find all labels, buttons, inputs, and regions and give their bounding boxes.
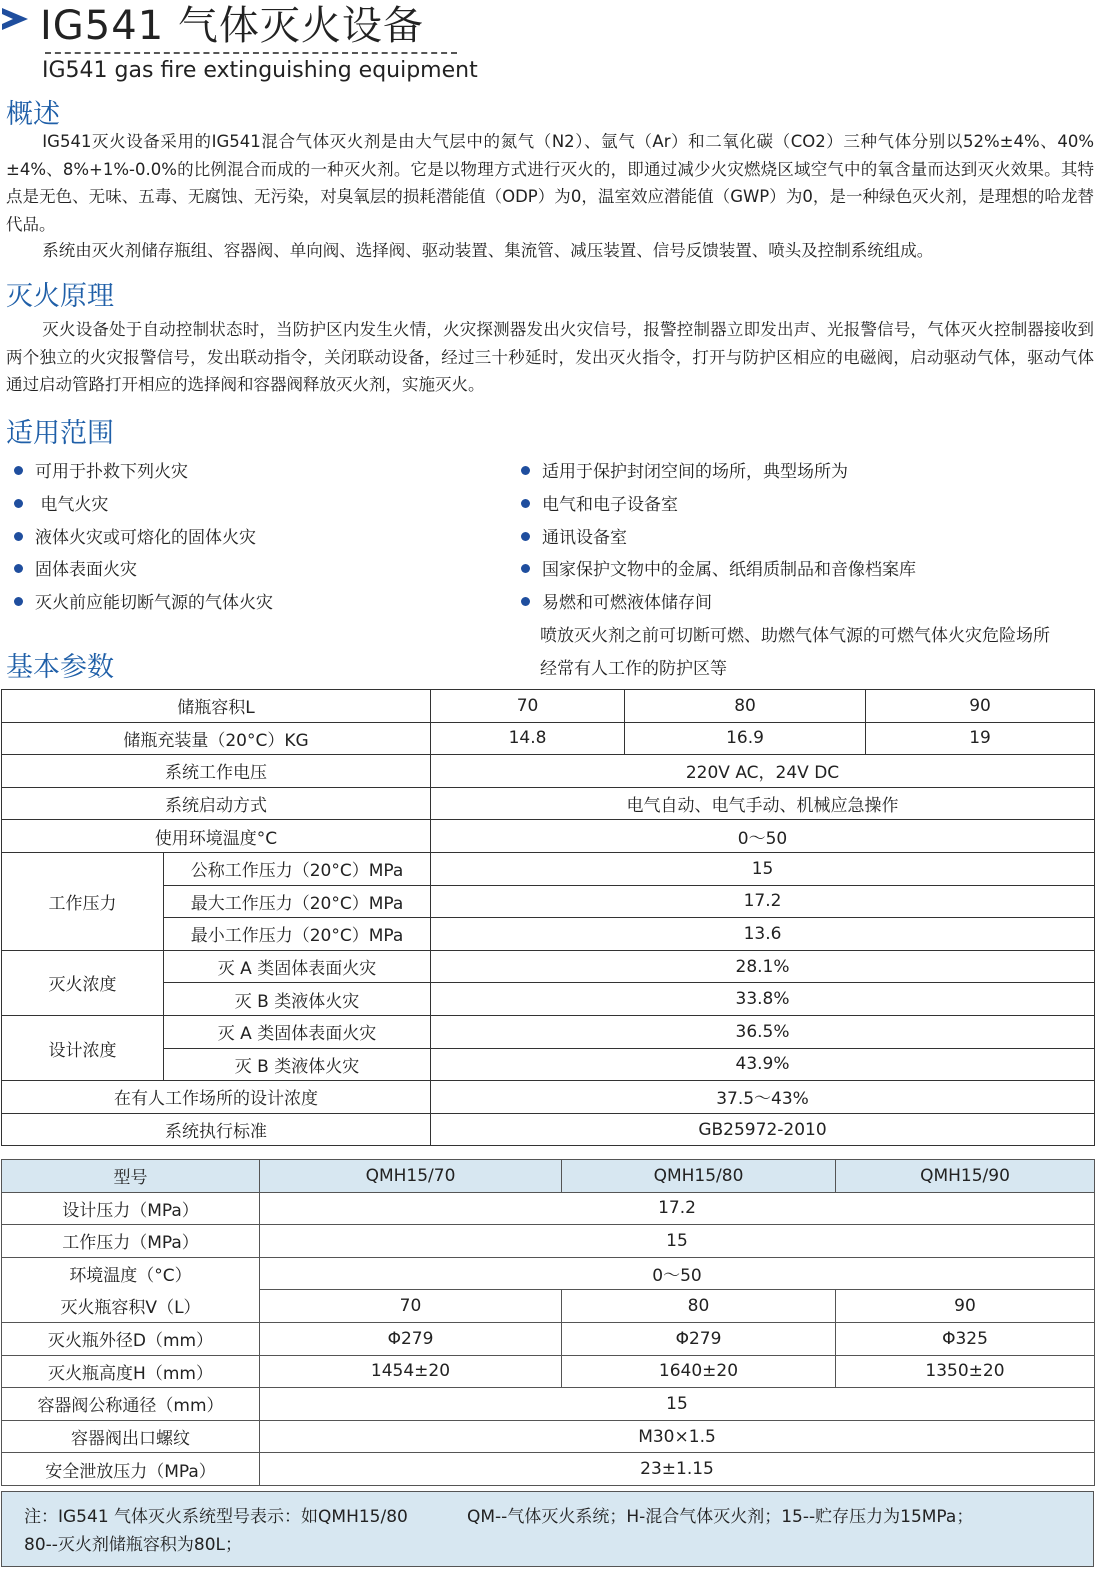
table-row — [2, 820, 1095, 853]
table-cell: 灭 B 类液体火灾 — [164, 1048, 431, 1081]
table-row — [2, 1355, 1095, 1388]
section-heading-scope: 适用范围 — [6, 418, 114, 449]
table-row — [2, 755, 1095, 788]
table-cell: Φ279 — [562, 1322, 836, 1355]
table-cell: 13.6 — [431, 918, 1095, 951]
table-row — [2, 885, 1095, 918]
table-row — [2, 1257, 1095, 1290]
table-cell: 80 — [625, 690, 866, 723]
bullet-icon — [14, 499, 23, 508]
bullet-icon — [14, 597, 23, 606]
note-line-2: 80--灭火剂储瓶容积为80L； — [24, 1535, 243, 1555]
bullet-icon — [14, 564, 23, 573]
table-cell: 系统启动方式 — [2, 787, 431, 820]
list-item: 液体火灾或可熔化的固体火灾 — [14, 523, 256, 548]
table-row — [2, 722, 1095, 755]
table-row — [2, 690, 1095, 723]
table-row — [2, 1048, 1095, 1081]
table-cell: Φ279 — [260, 1322, 562, 1355]
model-specs-table — [1, 1159, 1095, 1486]
table-cell: 储瓶充装量（20°C）KG — [2, 722, 431, 755]
table-cell: 220V AC，24V DC — [431, 755, 1095, 788]
note-line-1: 注：IG541 气体灭火系统型号表示：如QMH15/80 — [24, 1507, 408, 1527]
bullet-icon — [521, 532, 530, 541]
table-cell: 安全泄放压力（MPa） — [2, 1453, 260, 1486]
table-cell: 最小工作压力（20°C）MPa — [164, 918, 431, 951]
table-cell: GB25972-2010 — [431, 1113, 1095, 1146]
bullet-icon — [521, 466, 530, 475]
table-row — [2, 1113, 1095, 1146]
table-row — [2, 918, 1095, 951]
table-cell: 16.9 — [625, 722, 866, 755]
overview-paragraph-1: IG541灭火设备采用的IG541混合气体灭火剂是由大气层中的氮气（N2）、氩气（Ar）和二氧化碳（CO2）三种气体分别以52%±4%、40%±4%、8%+1%-0.0%的比例混合而成的一种灭火剂。它是以物理方式进行灭火的，即通过减少火灾燃烧区域空气中的氧含量而达到灭火效果。其特点是无色、无味、五毒、无腐蚀、无污染，对臭氧层的损耗潜能值（ODP）为0，温室效应潜能值（GWP）为0，是一种绿色灭火剂，是理想的哈龙替代品。 — [6, 132, 1094, 234]
table-row — [2, 950, 1095, 983]
table-cell: 灭火瓶外径D（mm） — [2, 1322, 260, 1355]
overview-paragraph-2: 系统由灭火剂储存瓶组、容器阀、单向阀、选择阀、驱动装置、集流管、减压装置、信号反馈装置、喷头及控制系统组成。 — [42, 241, 934, 260]
section-heading-params: 基本参数 — [6, 652, 114, 683]
table-row — [2, 1081, 1095, 1114]
table-cell: Φ325 — [836, 1322, 1095, 1355]
table-cell: 1350±20 — [836, 1355, 1095, 1388]
table-header-row — [2, 1160, 1095, 1193]
table-cell: 15 — [431, 852, 1095, 885]
table-cell: 0～50 — [260, 1257, 1095, 1290]
table-header-cell: QMH15/90 — [836, 1160, 1095, 1193]
section-heading-principle: 灭火原理 — [6, 281, 114, 312]
table-row — [2, 1322, 1095, 1355]
list-item-continuation: 喷放灭火剂之前可切断可燃、助燃气体气源的可燃气体火灾危险场所 — [540, 626, 1050, 646]
table-cell: 1454±20 — [260, 1355, 562, 1388]
table-row — [2, 852, 1095, 885]
table-cell: 在有人工作场所的设计浓度 — [2, 1081, 431, 1114]
table-cell: 80 — [562, 1290, 836, 1323]
list-item: 可用于扑救下列火灾 — [14, 457, 188, 482]
model-note — [1, 1491, 1094, 1567]
table-cell: 电气自动、电气手动、机械应急操作 — [431, 787, 1095, 820]
table-header-cell: QMH15/70 — [260, 1160, 562, 1193]
table-cell: 0～50 — [431, 820, 1095, 853]
table-cell: 37.5～43% — [431, 1081, 1095, 1114]
table-row — [2, 1290, 1095, 1323]
table-cell: 容器阀出口螺纹 — [2, 1420, 260, 1453]
table-cell: M30×1.5 — [260, 1420, 1095, 1453]
table-cell: 70 — [431, 690, 625, 723]
principle-paragraph: 灭火设备处于自动控制状态时，当防护区内发生火情，火灾探测器发出火灾信号，报警控制器立即发出声、光报警信号，气体灭火控制器接收到两个独立的火灾报警信号，发出联动指令，关闭联动设备，经过三十秒延时，发出灭火指令，打开与防护区相应的电磁阀，启动驱动气体，驱动气体通过启动管路打开相应的选择阀和容器阀释放灭火剂，实施灭火。 — [6, 320, 1094, 394]
list-item: 灭火前应能切断气源的气体火灾 — [14, 588, 273, 613]
list-item: 电气火灾 — [14, 490, 108, 515]
table-cell: 系统工作电压 — [2, 755, 431, 788]
list-item: 固体表面火灾 — [14, 555, 137, 580]
bullet-icon — [521, 499, 530, 508]
list-item: 适用于保护封闭空间的场所，典型场所为 — [521, 457, 848, 482]
table-cell: 灭 A 类固体表面火灾 — [164, 950, 431, 983]
list-item: 通讯设备室 — [521, 523, 627, 548]
table-cell: 14.8 — [431, 722, 625, 755]
arrow-right-icon — [2, 8, 28, 30]
table-cell: 28.1% — [431, 950, 1095, 983]
table-cell: 90 — [836, 1290, 1095, 1323]
dashed-divider — [45, 52, 457, 54]
table-cell: 系统执行标准 — [2, 1113, 431, 1146]
list-item: 易燃和可燃液体储存间 — [521, 588, 712, 613]
list-item-continuation: 经常有人工作的防护区等 — [540, 659, 727, 679]
table-row — [2, 1225, 1095, 1258]
table-cell: 36.5% — [431, 1015, 1095, 1048]
table-row — [2, 1015, 1095, 1048]
table-row — [2, 1192, 1095, 1225]
table-row — [2, 1453, 1095, 1486]
table-cell: 最大工作压力（20°C）MPa — [164, 885, 431, 918]
table-cell: 环境温度（°C） — [2, 1257, 260, 1290]
table-cell: 设计压力（MPa） — [2, 1192, 260, 1225]
table-row — [2, 1420, 1095, 1453]
table-cell: 17.2 — [431, 885, 1095, 918]
table-cell: 工作压力 — [2, 852, 164, 950]
list-item: 国家保护文物中的金属、纸绢质制品和音像档案库 — [521, 555, 916, 580]
table-cell: 灭火瓶容积V（L） — [2, 1290, 260, 1323]
table-cell: 70 — [260, 1290, 562, 1323]
page-title: IG541 气体灭火设备 — [40, 3, 424, 49]
table-cell: 灭火浓度 — [2, 950, 164, 1015]
table-cell: 90 — [866, 690, 1095, 723]
bullet-icon — [14, 466, 23, 475]
table-row — [2, 787, 1095, 820]
note-line-1-cont: QM--气体灭火系统；H-混合气体灭火剂；15--贮存压力为15MPa； — [467, 1507, 974, 1527]
table-row — [2, 1388, 1095, 1421]
list-item: 电气和电子设备室 — [521, 490, 678, 515]
table-cell: 灭 B 类液体火灾 — [164, 983, 431, 1016]
table-cell: 储瓶容积L — [2, 690, 431, 723]
table-cell: 使用环境温度°C — [2, 820, 431, 853]
bullet-icon — [521, 564, 530, 573]
table-cell: 1640±20 — [562, 1355, 836, 1388]
table-cell: 15 — [260, 1225, 1095, 1258]
table-cell: 公称工作压力（20°C）MPa — [164, 852, 431, 885]
table-header-cell: QMH15/80 — [562, 1160, 836, 1193]
table-cell: 43.9% — [431, 1048, 1095, 1081]
table-cell: 33.8% — [431, 983, 1095, 1016]
table-cell: 容器阀公称通径（mm） — [2, 1388, 260, 1421]
table-row — [2, 983, 1095, 1016]
table-cell: 17.2 — [260, 1192, 1095, 1225]
section-heading-overview: 概述 — [6, 99, 60, 130]
page-subtitle: IG541 gas fire extinguishing equipment — [42, 58, 478, 83]
table-header-cell: 型号 — [2, 1160, 260, 1193]
table-cell: 19 — [866, 722, 1095, 755]
bullet-icon — [14, 532, 23, 541]
table-cell: 设计浓度 — [2, 1015, 164, 1080]
header — [0, 0, 1100, 90]
table-cell: 15 — [260, 1388, 1095, 1421]
basic-params-table — [1, 689, 1095, 1146]
table-cell: 灭 A 类固体表面火灾 — [164, 1015, 431, 1048]
table-cell: 工作压力（MPa） — [2, 1225, 260, 1258]
bullet-icon — [521, 597, 530, 606]
table-cell: 灭火瓶高度H（mm） — [2, 1355, 260, 1388]
table-cell: 23±1.15 — [260, 1453, 1095, 1486]
